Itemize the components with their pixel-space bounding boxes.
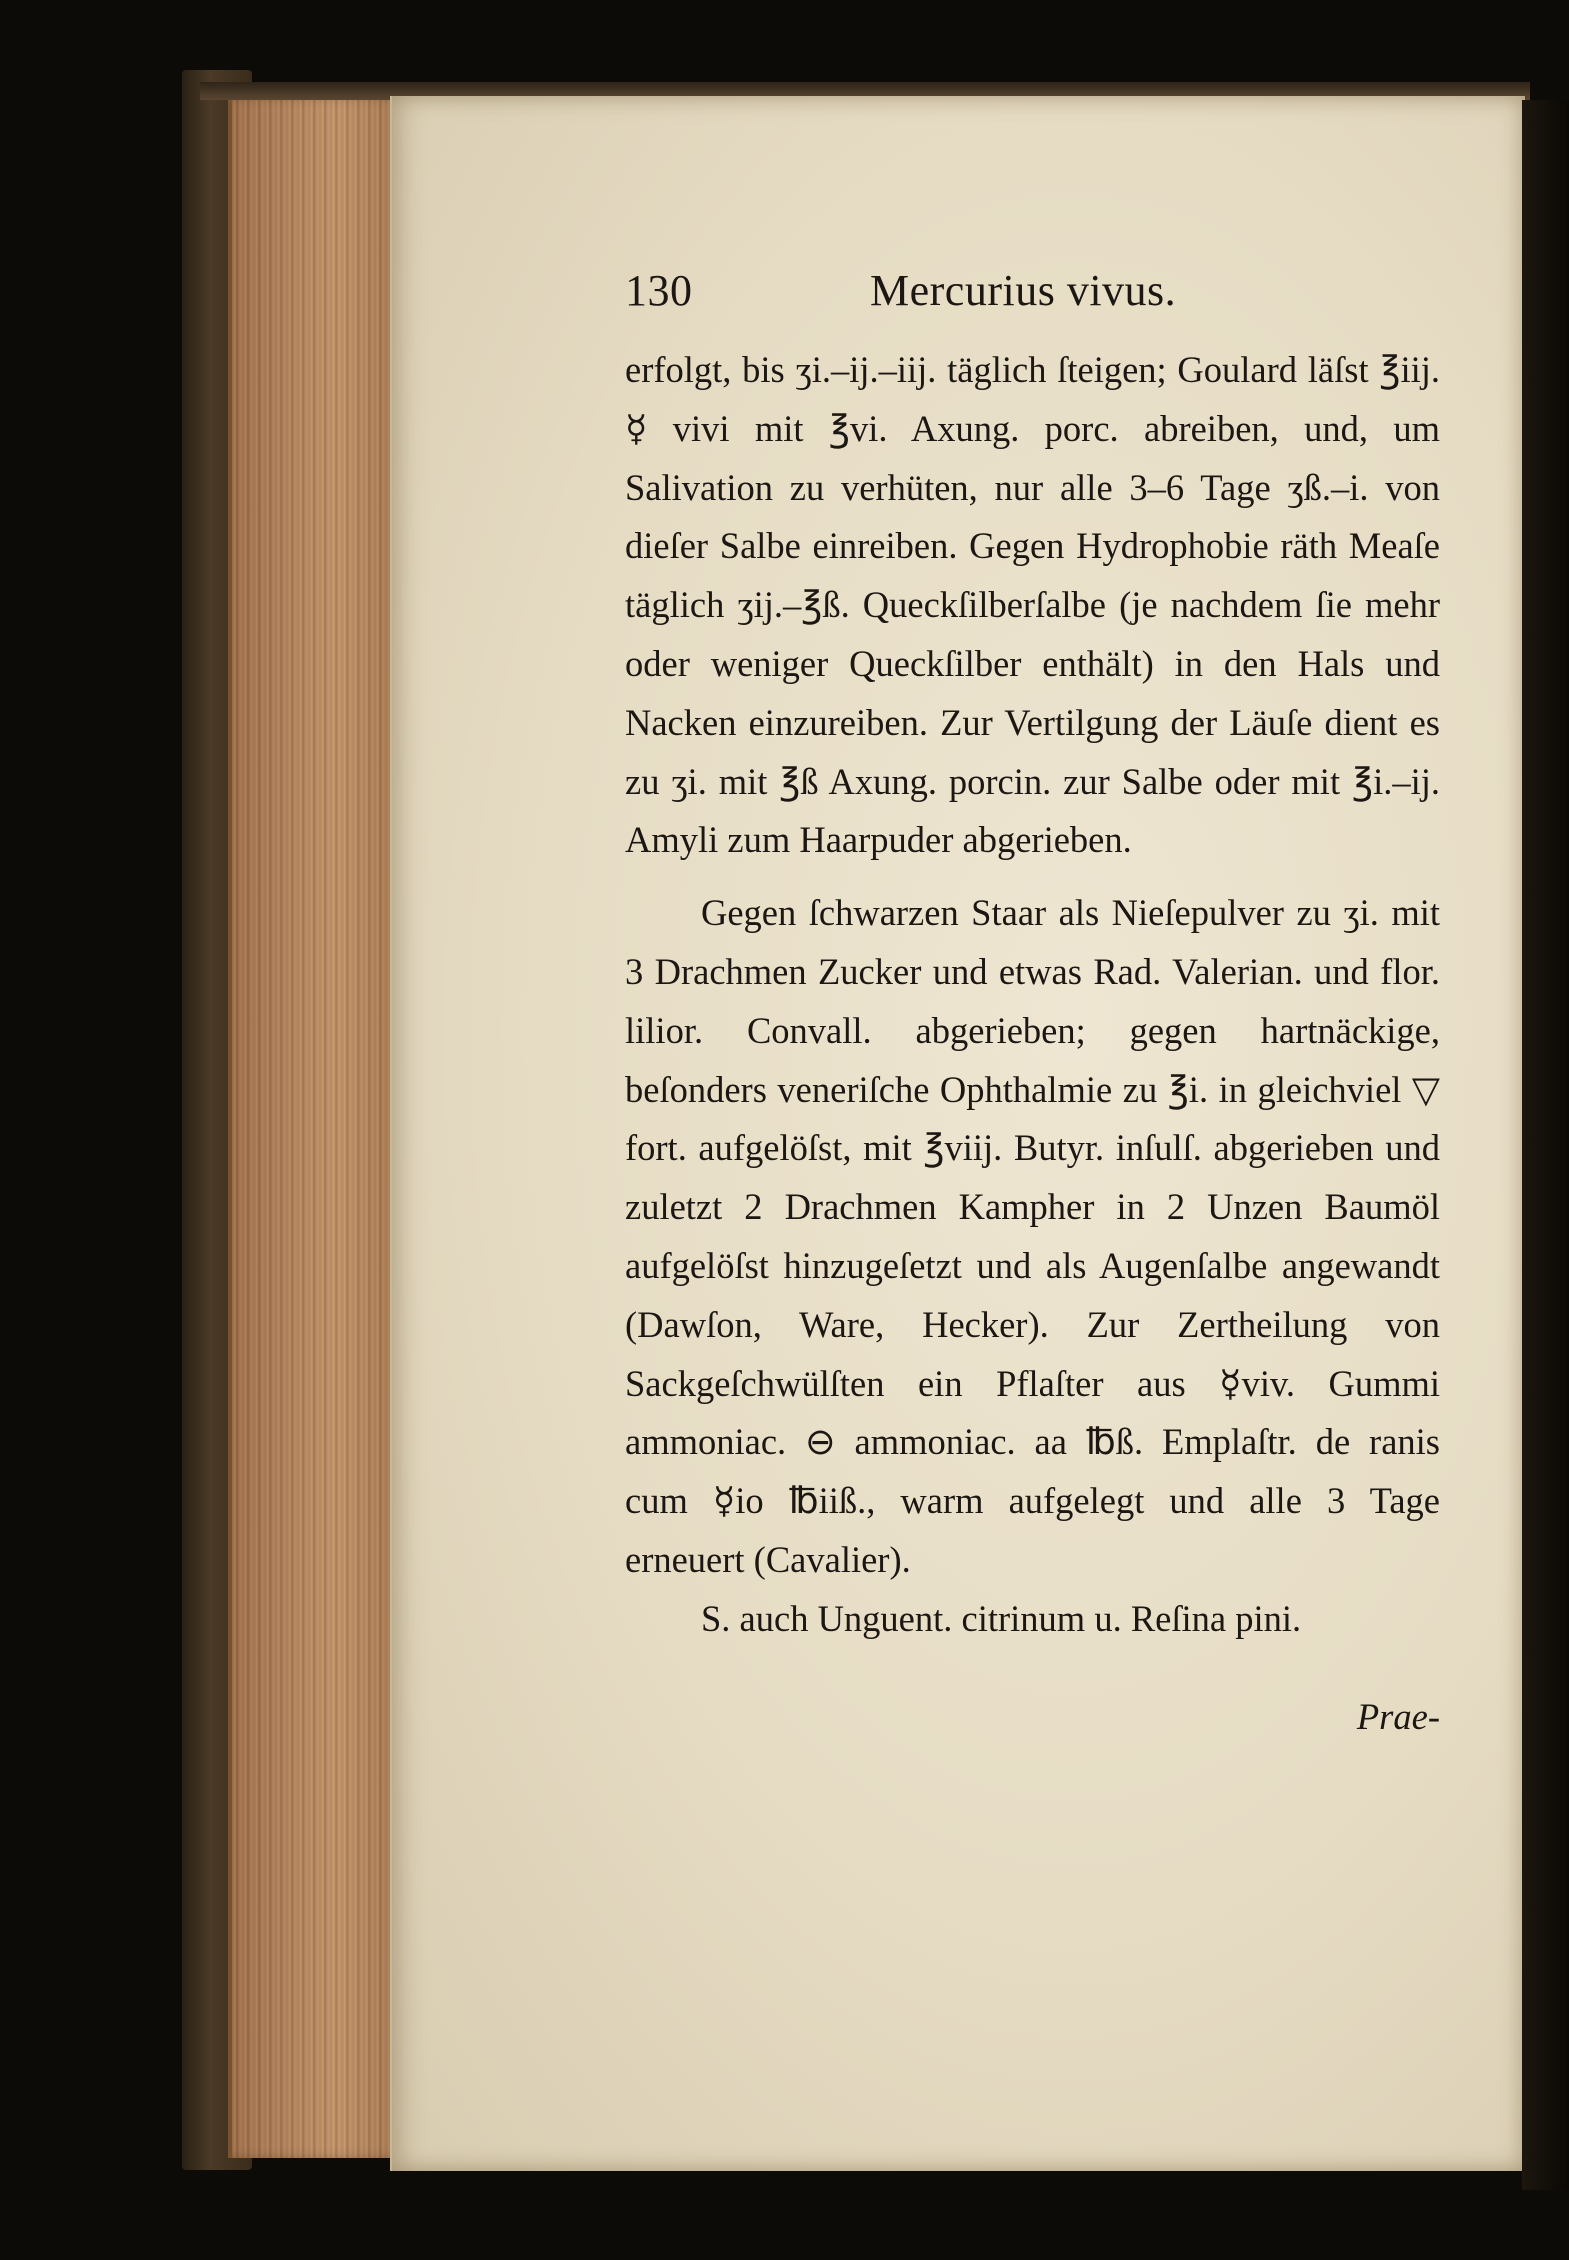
- catchword: Prae-: [1356, 1695, 1440, 1737]
- running-head: Mercurius vivus.: [870, 266, 1177, 315]
- paragraph-see-also: S. auch Unguent. citrinum u. Reſina pini.: [701, 1597, 1302, 1639]
- page-number: 130: [625, 266, 693, 315]
- paragraph-2: Gegen ſchwarzen Staar als Nieſepulver zu ʒi. mit 3 Drachmen Zucker und etwas Rad. Valerian. und flor. lilior. Convall. abgerieben; gegen hartnäckige, beſonders veneriſche Ophthalmie zu ℥i. in gleichviel ▽ fort. aufgelöſst, mit ℥viij. Butyr. inſulſ. abgerieben und zuletzt 2 Drachmen Kampher in 2 Unzen Baumöl aufgelöſst hinzugeſetzt und als Augenſalbe angewandt (Dawſon, Ware, Hecker). Zur Zertheilung von Sackgeſchwülſten ein Pflaſter aus ☿viv. Gummi ammoniac. ⊖ ammoniac. aa ℔ß. Emplaſtr. de ranis cum ☿io ℔iiß., warm aufgelegt und alle 3 Tage erneuert (Cavalier).: [625, 892, 1440, 1580]
- paragraph-1: erfolgt, bis ʒi.–ij.–iij. täglich ſteigen; Goulard läſst ℥iij. ☿ vivi mit ℥vi. Axung. porc. abreiben, und, um Salivation zu verhüten, nur alle 3–6 Tage ʒß.–i. von dieſer Salbe einreiben. Gegen Hydrophobie räth Meaſe täglich ʒij.–℥ß. Queckſilberſalbe (je nachdem ſie mehr oder weniger Queckſilber enthält) in den Hals und Nacken einzureiben. Zur Vertilgung der Läuſe dient es zu ʒi. mit ℥ß Axung. porcin. zur Salbe oder mit ℥i.–ij. Amyli zum Haarpuder abgerieben.: [625, 349, 1440, 861]
- right-edge: [1522, 100, 1569, 2190]
- page-header: [625, 265, 1440, 335]
- page-edges: [228, 98, 408, 2158]
- text-block: [625, 265, 1440, 1738]
